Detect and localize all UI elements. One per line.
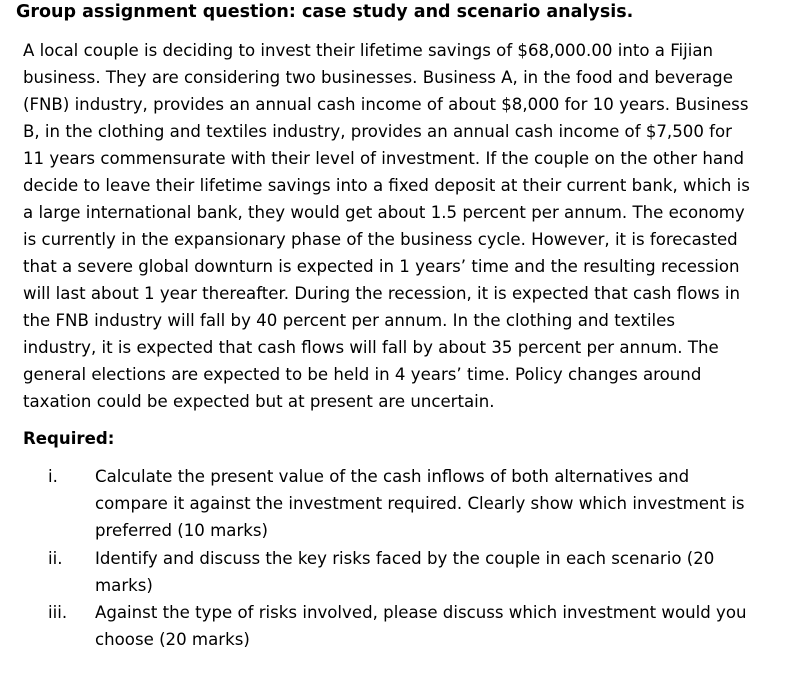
document-title: Group assignment question: case study and scenario analysis. [16, 2, 634, 22]
question-text [95, 463, 785, 544]
question-line: choose (20 marks) [95, 630, 250, 649]
paragraph-line: is currently in the expansionary phase of the business cycle. However, it is forecasted [23, 230, 738, 249]
paragraph-line: that a severe global downturn is expected in 1 years’ time and the resulting recession [23, 257, 740, 276]
paragraph-line: 11 years commensurate with their level of investment. If the couple on the other hand [23, 149, 745, 168]
required-heading: Required: [23, 429, 115, 448]
question-line: Identify and discuss the key risks faced by the couple in each scenario (20 [95, 549, 715, 568]
case-study-paragraph [23, 37, 783, 415]
paragraph-line: decide to leave their lifetime savings into a fixed deposit at their current bank, which is [23, 176, 750, 195]
paragraph-line: B, in the clothing and textiles industry, provides an annual cash income of $7,500 for [23, 122, 732, 141]
paragraph-line: general elections are expected to be held in 4 years’ time. Policy changes around [23, 365, 702, 384]
question-line: compare it against the investment required. Clearly show which investment is [95, 494, 745, 513]
paragraph-line: industry, it is expected that cash flows will fall by about 35 percent per annum. The [23, 338, 719, 357]
question-text [95, 545, 785, 599]
question-text [95, 599, 785, 653]
paragraph-line: the FNB industry will fall by 40 percent per annum. In the clothing and textiles [23, 311, 676, 330]
question-number: iii. [48, 603, 68, 622]
paragraph-line: (FNB) industry, provides an annual cash income of about $8,000 for 10 years. Business [23, 95, 749, 114]
question-line: Against the type of risks involved, please discuss which investment would you [95, 603, 747, 622]
question-line: marks) [95, 576, 153, 595]
paragraph-line: business. They are considering two businesses. Business A, in the food and beverage [23, 68, 733, 87]
paragraph-line: a large international bank, they would get about 1.5 percent per annum. The economy [23, 203, 745, 222]
question-number: i. [48, 467, 58, 486]
question-line: preferred (10 marks) [95, 521, 269, 540]
question-line: Calculate the present value of the cash inflows of both alternatives and [95, 467, 690, 486]
paragraph-line: taxation could be expected but at present are uncertain. [23, 392, 495, 411]
paragraph-line: will last about 1 year thereafter. During the recession, it is expected that cash flows in [23, 284, 740, 303]
paragraph-line: A local couple is deciding to invest their lifetime savings of $68,000.00 into a Fijian [23, 41, 714, 60]
question-number: ii. [48, 549, 63, 568]
